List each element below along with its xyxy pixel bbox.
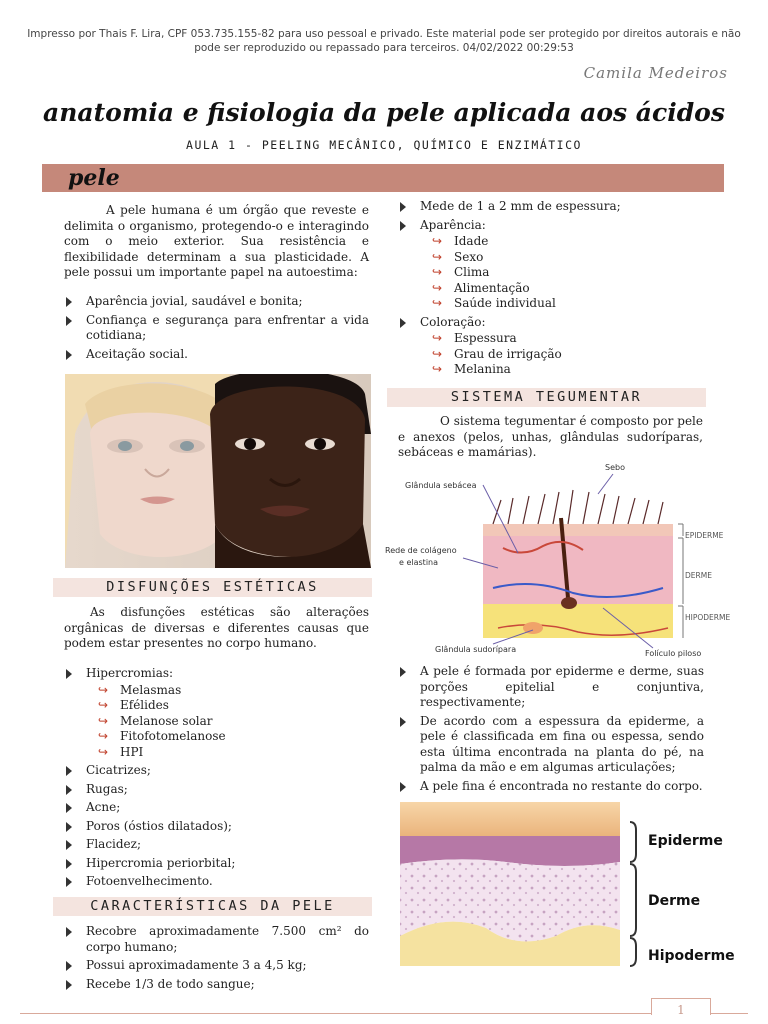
- bullet-icon: [66, 877, 72, 887]
- sub-list-item: ↪ Sexo: [432, 249, 484, 264]
- intro-bullet-list: [64, 294, 369, 365]
- label-foliculo-piloso: Folículo piloso: [645, 649, 702, 658]
- page-number: 1: [677, 1003, 685, 1017]
- label-glandula-sebacea: Glândula sebácea: [405, 481, 477, 490]
- list-item: Possui aproximadamente 3 a 4,5 kg;: [64, 958, 369, 974]
- bullet-icon: [66, 961, 72, 971]
- sub-list-item: ↪ Saúde individual: [432, 296, 556, 310]
- label-epiderme: EPIDERME: [685, 531, 724, 540]
- skin-anatomy-diagram: [383, 458, 743, 658]
- bullet-icon: [400, 221, 406, 231]
- footer-divider: [20, 1013, 748, 1014]
- page-title: anatomia e fisiologia da pele aplicada aos ácidos: [43, 98, 725, 127]
- list-item: Cicatrizes;: [64, 763, 369, 779]
- sub-list-item: ↪ HPI: [98, 744, 144, 759]
- disfuncoes-paragraph: As disfunções estéticas são alterações orgânicas de diversas e diferentes causas que podem estar presentes no corpo humano.: [64, 605, 369, 650]
- label-rede-colageno: Rede de colágeno: [385, 546, 457, 555]
- hipercromias-sublist: [98, 683, 369, 761]
- bullet-icon: [66, 840, 72, 850]
- label-elastina: e elastina: [399, 558, 439, 567]
- label-sebo: Sebo: [605, 463, 625, 472]
- bullet-icon: [400, 667, 406, 677]
- skin-layers-diagram: [396, 800, 746, 972]
- aparencia-sublist: [432, 234, 704, 312]
- list-item: Acne;: [64, 800, 369, 816]
- sub-list-item: ↪ Fitofotomelanose: [98, 729, 226, 743]
- list-item: Confiança e segurança para enfrentar a vida cotidiana;: [64, 313, 369, 344]
- list-item: Fotoenvelhecimento.: [64, 874, 369, 890]
- list-item: Aparência jovial, saudável e bonita;: [64, 294, 369, 310]
- arrow-icon: ↪: [432, 296, 443, 310]
- list-item: Hipercromia periorbital;: [64, 856, 369, 872]
- bullet-icon: [400, 202, 406, 212]
- arrow-icon: ↪: [98, 744, 109, 759]
- arrow-icon: ↪: [432, 265, 443, 279]
- section-title-pele: pele: [68, 165, 120, 191]
- bullet-icon: [66, 766, 72, 776]
- list-item: Recebe 1/3 de todo sangue;: [64, 977, 369, 993]
- bullet-icon: [66, 822, 72, 832]
- list-item: Flacidez;: [64, 837, 369, 853]
- coloracao-sublist: [432, 331, 704, 378]
- sub-list-item: ↪ Efélides: [98, 698, 169, 712]
- page-subtitle: AULA 1 - PEELING MECÂNICO, QUÍMICO E ENZIMÁTICO: [186, 138, 582, 152]
- list-item: Hipercromias: ↪ Melasmas ↪ Efélides ↪ Melanose solar ↪ Fitofotomelanose ↪ HPI: [64, 666, 369, 760]
- bullet-icon: [66, 350, 72, 360]
- right-top-list: [398, 199, 704, 381]
- bullet-icon: [400, 717, 406, 727]
- arrow-icon: ↪: [432, 249, 443, 264]
- list-item: A pele é formada por epiderme e derme, suas porções epitelial e conjuntiva, respectivamente;: [398, 664, 704, 711]
- arrow-icon: ↪: [432, 362, 443, 376]
- sub-list-item: ↪ Alimentação: [432, 280, 530, 295]
- arrow-icon: ↪: [98, 729, 109, 743]
- arrow-icon: ↪: [432, 234, 443, 248]
- bullet-icon: [66, 785, 72, 795]
- arrow-icon: ↪: [98, 698, 109, 712]
- bullet-icon: [66, 803, 72, 813]
- label-hipoderme-layer: Hipoderme: [648, 948, 735, 964]
- right-bullet-list: [398, 664, 704, 797]
- sub-list-item: ↪ Melanina: [432, 362, 511, 376]
- arrow-icon: ↪: [432, 346, 443, 361]
- label-glandula-sudoripara: Glândula sudorípara: [435, 645, 517, 654]
- section-header-caracteristicas: CARACTERÍSTICAS DA PELE: [53, 897, 372, 916]
- caracteristicas-list: [64, 924, 369, 995]
- faces-photo: [65, 374, 371, 568]
- sub-list-item: ↪ Melasmas: [98, 682, 182, 697]
- intro-paragraph: A pele humana é um órgão que reveste e delimita o organismo, protegendo-o e interagindo com o meio exterior. Sua resistência e flexibilidade determinam a sua plasticidade. A pele possui um importante papel na autoestima:: [64, 203, 369, 279]
- faces-illustration: [65, 374, 371, 568]
- section-header-tegumentar: SISTEMA TEGUMENTAR: [387, 388, 706, 407]
- bullet-icon: [66, 859, 72, 869]
- arrow-icon: ↪: [98, 713, 109, 728]
- label-derme: DERME: [685, 571, 712, 580]
- list-item: Aceitação social.: [64, 347, 369, 363]
- list-item: Mede de 1 a 2 mm de espessura;: [398, 199, 704, 215]
- sub-list-item: ↪ Espessura: [432, 331, 517, 345]
- label-hipoderme: HIPODERME: [685, 613, 731, 622]
- section-bar-pele: [42, 164, 724, 192]
- sub-list-item: ↪ Melanose solar: [98, 713, 213, 728]
- bullet-icon: [66, 669, 72, 679]
- sub-list-item: ↪ Idade: [432, 234, 489, 248]
- bullet-icon: [66, 980, 72, 990]
- list-item: A pele fina é encontrada no restante do corpo.: [398, 779, 704, 795]
- sub-list-item: ↪ Grau de irrigação: [432, 346, 562, 361]
- list-item: Aparência: ↪ Idade ↪ Sexo ↪ Clima ↪ Alimentação ↪ Saúde individual: [398, 218, 704, 312]
- tegumentar-paragraph: O sistema tegumentar é composto por pele e anexos (pelos, unhas, glândulas sudoríparas, sebáceas e mamárias).: [398, 414, 703, 459]
- bullet-icon: [66, 927, 72, 937]
- bullet-icon: [66, 297, 72, 307]
- list-item: Recobre aproximadamente 7.500 cm² do corpo humano;: [64, 924, 369, 955]
- copyright-notice: Impresso por Thais F. Lira, CPF 053.735.155-82 para uso pessoal e privado. Este material pode ser protegido por direitos autorais e não pode ser reproduzido ou repassado para terceiros. 04/02/2022 00:29:53: [27, 28, 741, 54]
- label-epiderme-layer: Epiderme: [648, 833, 723, 849]
- list-item: Rugas;: [64, 782, 369, 798]
- disfuncoes-list: [64, 666, 369, 893]
- author-signature: Camila Medeiros: [583, 64, 728, 82]
- bullet-icon: [66, 316, 72, 326]
- label-derme-layer: Derme: [648, 893, 701, 909]
- section-header-disfuncoes: DISFUNÇÕES ESTÉTICAS: [53, 578, 372, 597]
- list-item: De acordo com a espessura da epiderme, a pele é classificada em fina ou espessa, sendo esta última encontrada na planta do pé, na palma da mão e em algumas articulações;: [398, 714, 704, 776]
- arrow-icon: ↪: [432, 280, 443, 295]
- bullet-icon: [400, 318, 406, 328]
- sub-list-item: ↪ Clima: [432, 265, 490, 279]
- bullet-icon: [400, 782, 406, 792]
- arrow-icon: ↪: [432, 331, 443, 345]
- list-item: Coloração: ↪ Espessura ↪ Grau de irrigação ↪ Melanina: [398, 315, 704, 378]
- arrow-icon: ↪: [98, 682, 109, 697]
- list-item: Poros (óstios dilatados);: [64, 819, 369, 835]
